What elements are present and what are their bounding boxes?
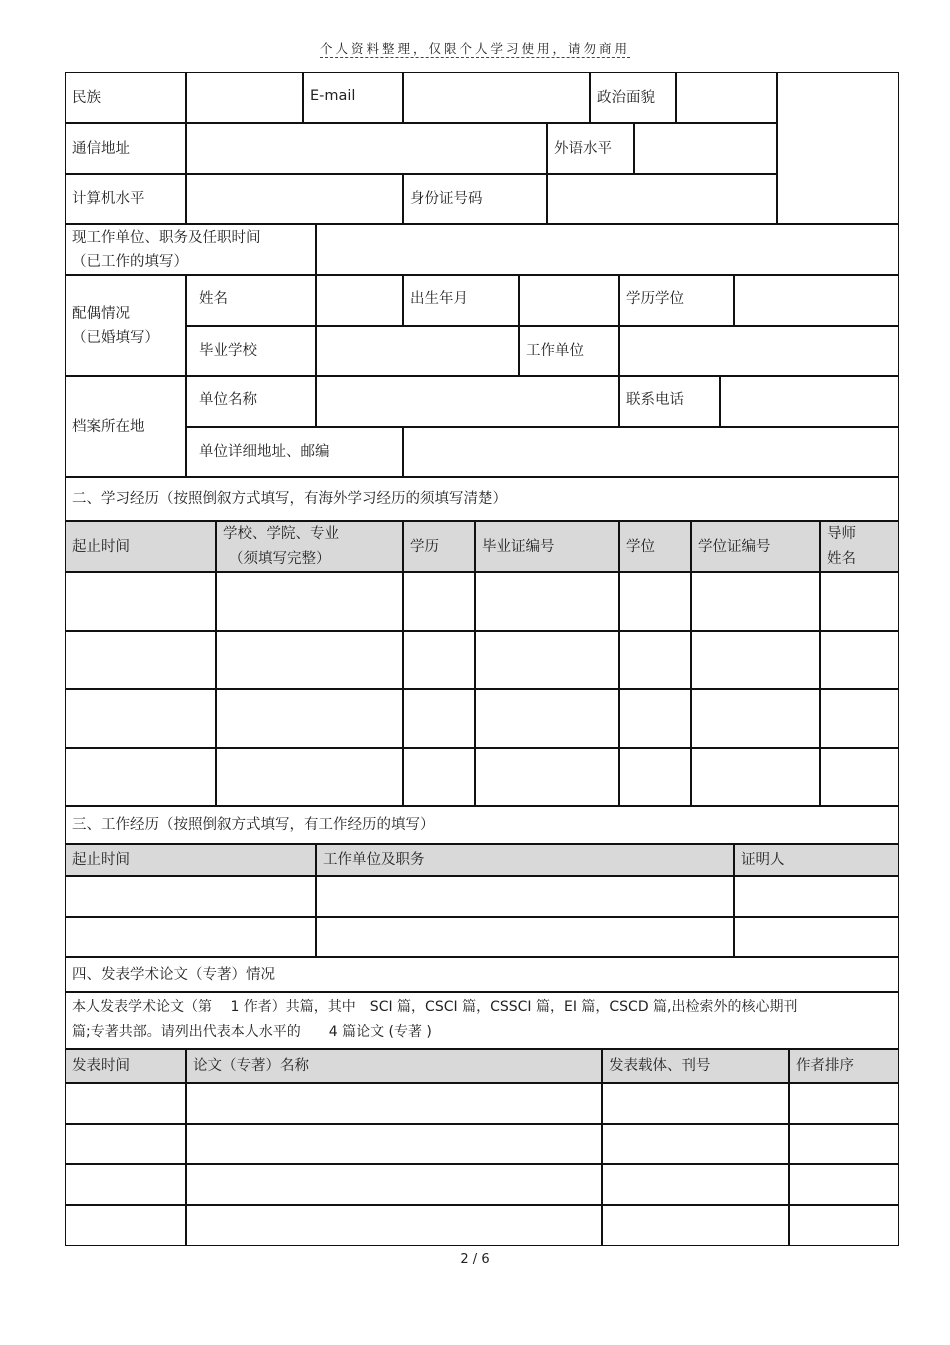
papers-row-1-venue[interactable] (602, 1083, 789, 1124)
id-number-label: 身份证号码 (403, 174, 547, 224)
foreign-language-label: 外语水平 (547, 123, 634, 174)
papers-row-4-author-rank[interactable] (789, 1205, 899, 1246)
study-col-degree-no: 学位证编号 (691, 521, 820, 572)
foreign-language-field[interactable] (634, 123, 777, 174)
study-row-4-diploma-no[interactable] (475, 748, 619, 806)
spouse-birth-field[interactable] (519, 275, 619, 326)
papers-row-4-venue[interactable] (602, 1205, 789, 1246)
work-row-2-period[interactable] (65, 917, 316, 957)
study-col-degree: 学位 (619, 521, 691, 572)
study-row-1-degree-no[interactable] (691, 572, 820, 631)
spouse-degree-field[interactable] (734, 275, 899, 326)
papers-row-1-date[interactable] (65, 1083, 186, 1124)
page-number: 2 / 6 (460, 1252, 490, 1267)
spouse-school-label: 毕业学校 (186, 326, 316, 376)
papers-section-title: 四、发表学术论文（专著）情况 (65, 957, 899, 992)
papers-row-1-author-rank[interactable] (789, 1083, 899, 1124)
archive-location-label: 档案所在地 (65, 376, 186, 477)
work-row-1-unit-position[interactable] (316, 876, 734, 917)
study-col-education: 学历 (403, 521, 475, 572)
application-form-table (65, 72, 899, 1246)
study-row-3-diploma-no[interactable] (475, 689, 619, 748)
papers-col-venue: 发表载体、刊号 (602, 1049, 789, 1083)
study-row-1-school[interactable] (216, 572, 403, 631)
study-row-2-diploma-no[interactable] (475, 631, 619, 689)
spouse-degree-label: 学历学位 (619, 275, 734, 326)
study-row-3-advisor[interactable] (820, 689, 899, 748)
spouse-name-label: 姓名 (186, 275, 316, 326)
email-label: E-mail (303, 72, 403, 123)
study-row-4-period[interactable] (65, 748, 216, 806)
papers-row-1-title[interactable] (186, 1083, 602, 1124)
papers-col-title: 论文（专著）名称 (186, 1049, 602, 1083)
study-row-2-period[interactable] (65, 631, 216, 689)
papers-row-4-date[interactable] (65, 1205, 186, 1246)
study-row-2-degree-no[interactable] (691, 631, 820, 689)
work-row-1-witness[interactable] (734, 876, 899, 917)
study-row-2-education[interactable] (403, 631, 475, 689)
study-row-2-school[interactable] (216, 631, 403, 689)
study-row-1-advisor[interactable] (820, 572, 899, 631)
papers-row-2-date[interactable] (65, 1124, 186, 1164)
archive-address-zip-label: 单位详细地址、邮编 (186, 427, 403, 477)
page-watermark-header: 个人资料整理，仅限个人学习使用，请勿商用 (319, 41, 630, 56)
study-row-3-degree-no[interactable] (691, 689, 820, 748)
spouse-label: 配偶情况 （已婚填写） (65, 275, 186, 376)
archive-address-zip-field[interactable] (403, 427, 899, 477)
papers-row-3-author-rank[interactable] (789, 1164, 899, 1205)
study-section-title: 二、学习经历（按照倒叙方式填写，有海外学习经历的须填写清楚） (65, 477, 899, 521)
study-row-3-period[interactable] (65, 689, 216, 748)
political-status-field[interactable] (676, 72, 777, 123)
photo-box[interactable] (777, 72, 899, 224)
email-field[interactable] (403, 72, 590, 123)
study-col-period: 起止时间 (65, 521, 216, 572)
papers-col-author-rank: 作者排序 (789, 1049, 899, 1083)
spouse-school-field[interactable] (316, 326, 519, 376)
study-row-1-degree[interactable] (619, 572, 691, 631)
study-row-3-degree[interactable] (619, 689, 691, 748)
study-col-advisor: 导师 姓名 (820, 521, 899, 572)
study-row-3-education[interactable] (403, 689, 475, 748)
study-row-2-degree[interactable] (619, 631, 691, 689)
archive-unit-name-label: 单位名称 (186, 376, 316, 427)
study-row-4-advisor[interactable] (820, 748, 899, 806)
study-row-1-education[interactable] (403, 572, 475, 631)
papers-col-date: 发表时间 (65, 1049, 186, 1083)
spouse-name-field[interactable] (316, 275, 403, 326)
spouse-employer-label: 工作单位 (519, 326, 619, 376)
study-row-4-education[interactable] (403, 748, 475, 806)
id-number-field[interactable] (547, 174, 777, 224)
study-row-1-period[interactable] (65, 572, 216, 631)
study-row-1-diploma-no[interactable] (475, 572, 619, 631)
work-row-2-witness[interactable] (734, 917, 899, 957)
papers-summary: 本人发表学术论文（第 1 作者）共篇，其中 SCI 篇，CSCI 篇，CSSCI 篇，EI 篇，CSCD 篇,出检索外的核心期刊 篇;专著共部。请列出代表本人水平的 4 篇论文 (专著 ) (65, 992, 899, 1049)
address-label: 通信地址 (65, 123, 186, 174)
study-row-2-advisor[interactable] (820, 631, 899, 689)
papers-row-3-title[interactable] (186, 1164, 602, 1205)
archive-unit-name-field[interactable] (316, 376, 619, 427)
computer-skill-label: 计算机水平 (65, 174, 186, 224)
work-row-1-period[interactable] (65, 876, 316, 917)
ethnicity-label: 民族 (65, 72, 186, 123)
work-col-unit-position: 工作单位及职务 (316, 844, 734, 876)
work-row-2-unit-position[interactable] (316, 917, 734, 957)
computer-skill-field[interactable] (186, 174, 403, 224)
work-section-title: 三、工作经历（按照倒叙方式填写，有工作经历的填写） (65, 806, 899, 844)
papers-row-3-date[interactable] (65, 1164, 186, 1205)
study-row-4-degree-no[interactable] (691, 748, 820, 806)
study-col-school: 学校、学院、专业 （须填写完整） (216, 521, 403, 572)
papers-row-2-venue[interactable] (602, 1124, 789, 1164)
current-job-label: 现工作单位、职务及任职时间 （已工作的填写） (65, 224, 316, 275)
papers-row-3-venue[interactable] (602, 1164, 789, 1205)
spouse-employer-field[interactable] (619, 326, 899, 376)
spouse-birth-label: 出生年月 (403, 275, 519, 326)
papers-row-2-author-rank[interactable] (789, 1124, 899, 1164)
study-row-4-school[interactable] (216, 748, 403, 806)
work-col-witness: 证明人 (734, 844, 899, 876)
work-col-period: 起止时间 (65, 844, 316, 876)
study-row-3-school[interactable] (216, 689, 403, 748)
current-job-field[interactable] (316, 224, 899, 275)
archive-phone-field[interactable] (720, 376, 899, 427)
political-status-label: 政治面貌 (590, 72, 676, 123)
study-col-diploma-no: 毕业证编号 (475, 521, 619, 572)
study-row-4-degree[interactable] (619, 748, 691, 806)
archive-phone-label: 联系电话 (619, 376, 720, 427)
address-field[interactable] (186, 123, 547, 174)
ethnicity-field[interactable] (186, 72, 303, 123)
papers-row-4-title[interactable] (186, 1205, 602, 1246)
papers-row-2-title[interactable] (186, 1124, 602, 1164)
